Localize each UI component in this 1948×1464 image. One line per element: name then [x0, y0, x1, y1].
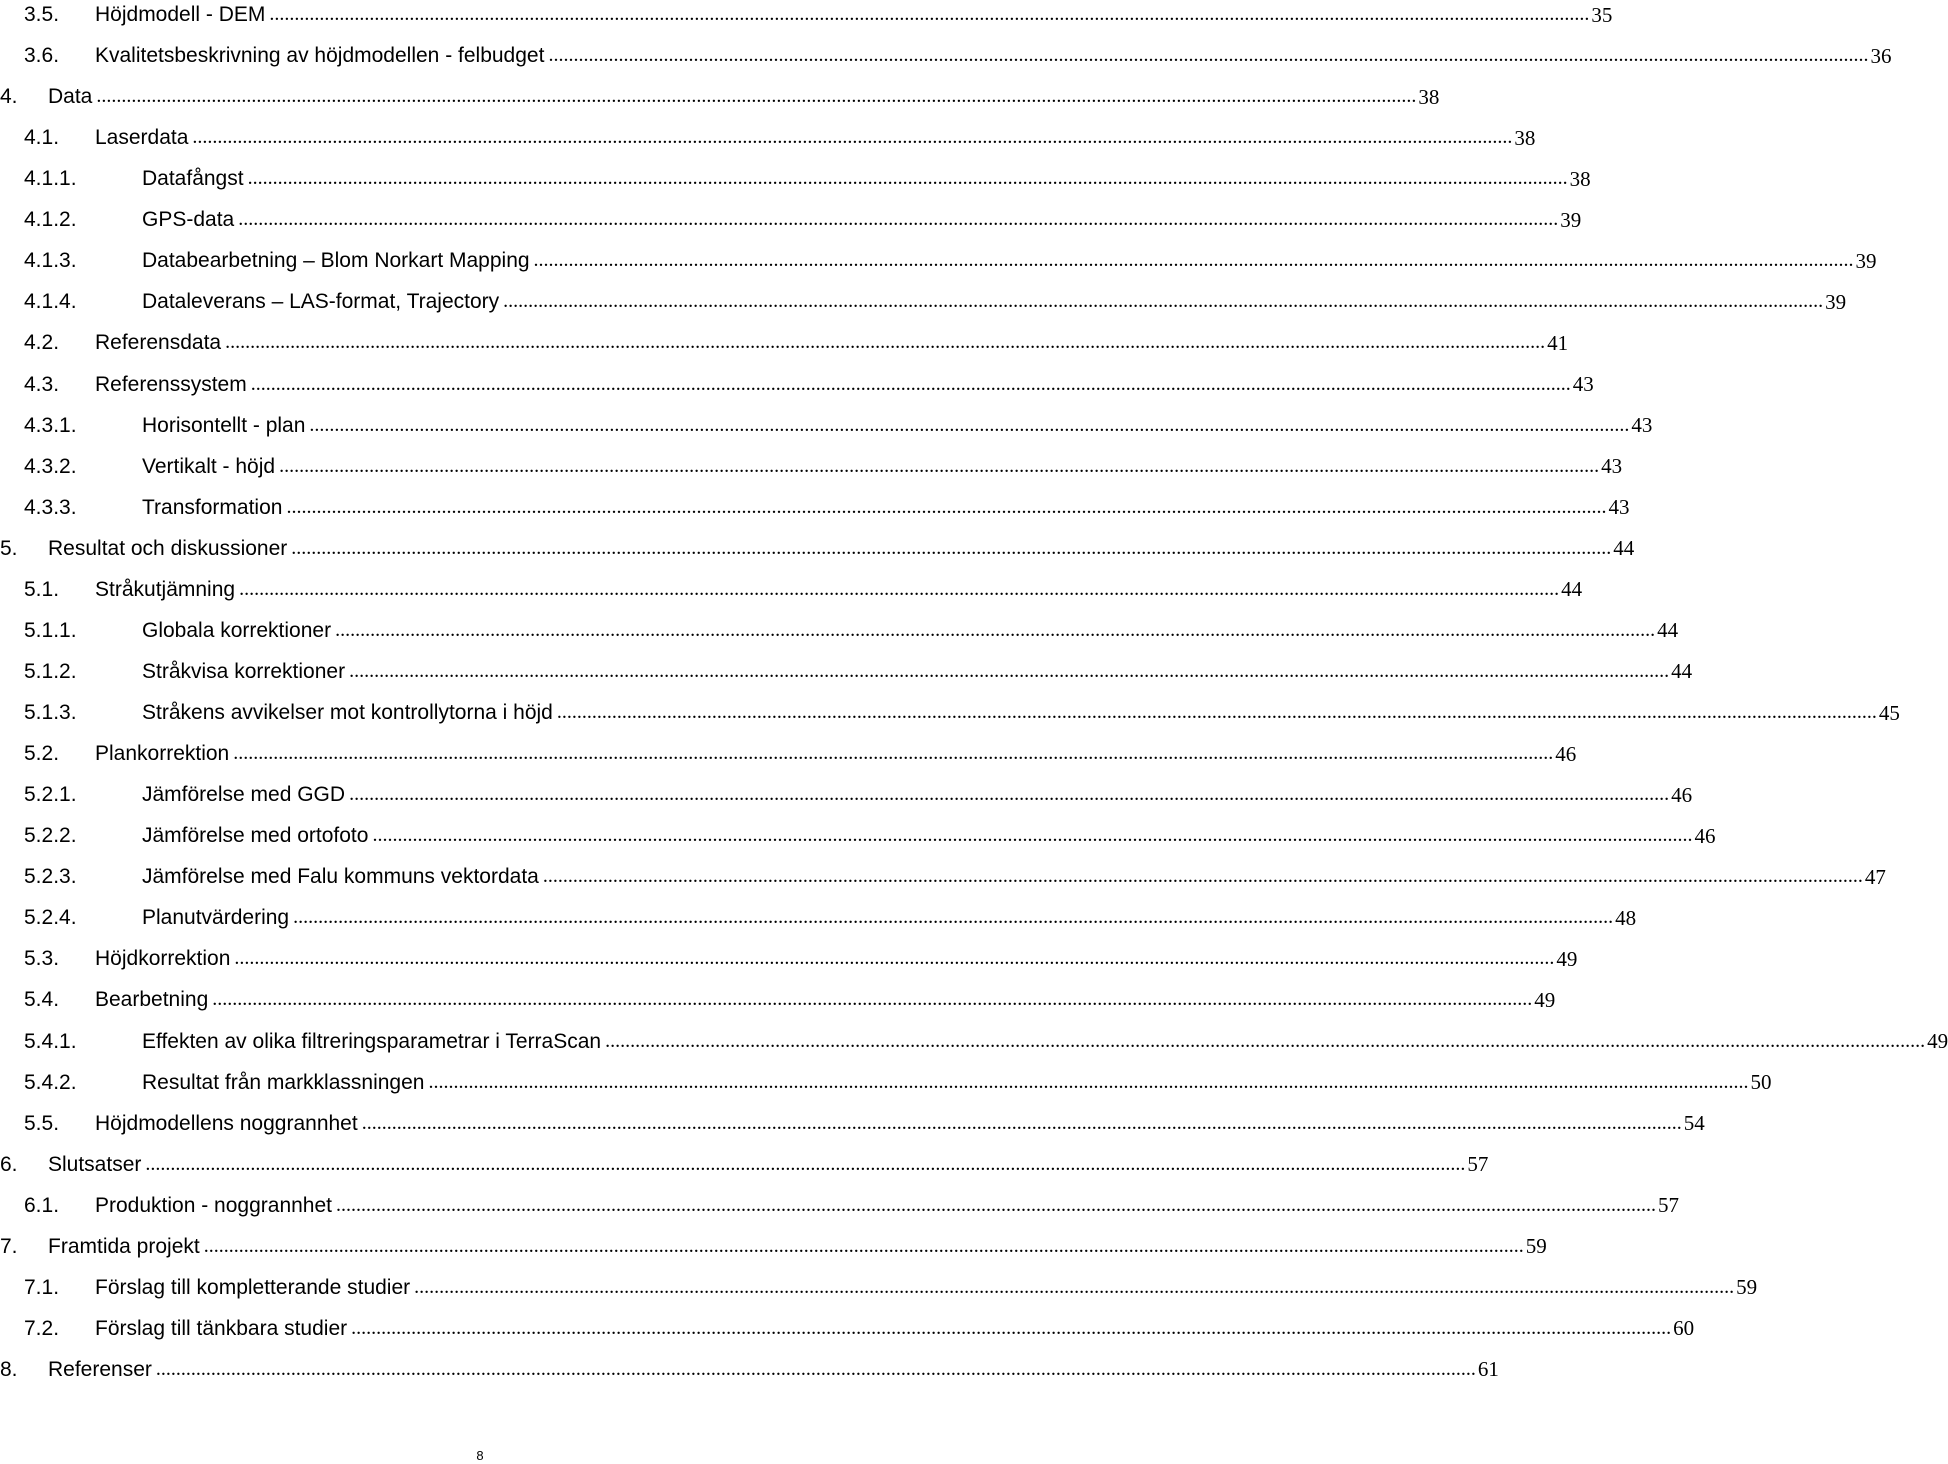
toc-entry-title: Höjdmodell - DEM — [95, 3, 266, 26]
toc-entry-title: Referensdata — [95, 331, 222, 355]
toc-dot-leader — [225, 330, 1545, 354]
toc-entry[interactable] — [0, 861, 1886, 893]
toc-entry-title: Stråkutjämning — [95, 577, 236, 601]
toc-entry-page: 45 — [1878, 700, 1900, 725]
toc-dot-leader — [248, 166, 1568, 190]
toc-entry-page: 59 — [1736, 1275, 1758, 1300]
toc-entry[interactable] — [0, 820, 1716, 852]
toc-entry-title: Produktion - noggrannhet — [95, 1193, 332, 1217]
toc-entry[interactable] — [0, 492, 1630, 524]
toc-entry-page: 49 — [1534, 987, 1556, 1012]
page-number: 8 — [476, 1448, 484, 1463]
toc-dot-leader — [503, 289, 1823, 313]
toc-dot-leader — [543, 864, 1863, 888]
toc-entry-page: 43 — [1572, 372, 1594, 397]
toc-entry-page: 38 — [1418, 84, 1440, 109]
toc-entry-page: 43 — [1608, 495, 1630, 520]
toc-entry-number: 3.6. — [24, 44, 60, 68]
toc-entry-number: 5.1. — [24, 577, 60, 601]
toc-entry[interactable] — [0, 1190, 1679, 1222]
toc-entry-number: 4.3. — [24, 372, 60, 396]
toc-entry-number: 7.1. — [24, 1275, 60, 1299]
toc-entry-number: 5.2.3. — [24, 865, 77, 889]
toc-entry-number: 5.2.1. — [24, 783, 77, 807]
toc-entry-title: Stråkvisa korrektioner — [142, 659, 346, 683]
toc-dot-leader — [145, 1152, 1465, 1176]
toc-dot-leader — [349, 659, 1669, 683]
toc-dot-leader — [192, 125, 1512, 149]
toc-entry[interactable] — [0, 81, 1440, 113]
toc-dot-leader — [605, 1029, 1925, 1053]
toc-entry-title: Höjdkorrektion — [95, 947, 231, 971]
toc-entry-title: Effekten av olika filtreringsparametrar i TerraScan — [142, 1029, 602, 1053]
toc-entry-page: 46 — [1671, 782, 1693, 807]
toc-entry-page: 49 — [1556, 946, 1578, 971]
toc-entry[interactable] — [0, 656, 1693, 688]
toc-entry[interactable] — [0, 902, 1637, 934]
toc-entry-number: 5.4.2. — [24, 1070, 77, 1094]
toc-dot-leader — [234, 946, 1554, 970]
toc-entry[interactable] — [0, 451, 1623, 483]
toc-entry-number: 4.3.1. — [24, 413, 77, 437]
toc-entry-page: 46 — [1555, 741, 1577, 766]
toc-dot-leader — [349, 782, 1669, 806]
toc-entry-page: 44 — [1613, 536, 1635, 561]
toc-entry-title: Resultat från markklassningen — [142, 1070, 425, 1094]
toc-entry[interactable] — [0, 574, 1583, 606]
toc-dot-leader — [233, 741, 1553, 765]
toc-entry[interactable] — [0, 1149, 1489, 1181]
toc-dot-leader — [293, 905, 1613, 929]
toc-entry[interactable] — [0, 738, 1577, 770]
toc-dot-leader — [557, 700, 1877, 724]
toc-entry-title: Kvalitetsbeskrivning av höjdmodellen - felbudget — [95, 44, 545, 68]
toc-entry-title: Jämförelse med ortofoto — [142, 824, 369, 848]
toc-dot-leader — [428, 1070, 1748, 1094]
toc-entry-number: 6. — [0, 1152, 18, 1176]
toc-dot-leader — [534, 248, 1854, 272]
toc-entry-number: 5.4.1. — [24, 1029, 77, 1053]
toc-entry-page: 41 — [1547, 330, 1569, 355]
toc-entry-title: Bearbetning — [95, 988, 209, 1012]
toc-entry-page: 57 — [1467, 1152, 1489, 1177]
toc-entry-number: 5.1.1. — [24, 618, 77, 642]
toc-entry-number: 7. — [0, 1234, 18, 1258]
toc-entry-title: Data — [48, 85, 93, 109]
toc-entry-number: 3.5. — [24, 3, 60, 26]
toc-entry-page: 50 — [1750, 1070, 1772, 1095]
toc-entry[interactable] — [0, 1272, 1758, 1304]
toc-dot-leader — [362, 1111, 1682, 1135]
toc-entry[interactable] — [0, 615, 1679, 647]
toc-entry-title: Förslag till kompletterande studier — [95, 1275, 411, 1299]
toc-entry-number: 7.2. — [24, 1316, 60, 1340]
toc-entry-page: 59 — [1525, 1234, 1547, 1259]
toc-entry-page: 47 — [1864, 864, 1886, 889]
toc-entry-page: 35 — [1591, 2, 1613, 27]
toc-entry-number: 4.3.3. — [24, 495, 77, 519]
toc-entry-page: 38 — [1569, 166, 1591, 191]
toc-entry-number: 5.4. — [24, 988, 60, 1012]
toc-entry-number: 4.3.2. — [24, 454, 77, 478]
toc-entry[interactable] — [0, 369, 1594, 401]
toc-entry-page: 44 — [1671, 659, 1693, 684]
toc-entry-number: 8. — [0, 1357, 18, 1381]
toc-entry[interactable] — [0, 533, 1635, 565]
toc-entry-page: 39 — [1825, 289, 1847, 314]
toc-entry-page: 44 — [1561, 577, 1583, 602]
toc-entry-number: 5.2.2. — [24, 824, 77, 848]
toc-entry-number: 5.3. — [24, 947, 60, 971]
toc-entry-title: Referenser — [48, 1357, 152, 1381]
toc-entry-title: Höjdmodellens noggrannhet — [95, 1111, 358, 1135]
toc-entry-title: Horisontellt - plan — [142, 413, 306, 437]
toc-entry[interactable] — [0, 0, 1613, 31]
toc-entry-number: 5.1.2. — [24, 659, 77, 683]
toc-dot-leader — [309, 413, 1629, 437]
toc-entry-title: Resultat och diskussioner — [48, 536, 288, 560]
toc-entry[interactable] — [0, 697, 1900, 729]
toc-entry-title: Datafångst — [142, 167, 244, 191]
toc-dot-leader — [336, 1193, 1656, 1217]
toc-entry[interactable] — [0, 327, 1569, 359]
toc-entry-title: Stråkens avvikelser mot kontrollytorna i höjd — [142, 701, 553, 725]
toc-entry-title: Framtida projekt — [48, 1234, 200, 1258]
toc-entry-number: 5.5. — [24, 1111, 60, 1135]
toc-dot-leader — [269, 2, 1589, 26]
toc-entry[interactable] — [0, 1231, 1547, 1263]
toc-entry-page: 44 — [1657, 618, 1679, 643]
toc-entry-title: Planutvärdering — [142, 906, 290, 930]
toc-entry-number: 6.1. — [24, 1193, 60, 1217]
toc-entry-page: 48 — [1615, 905, 1637, 930]
toc-entry[interactable] — [0, 984, 1556, 1016]
toc-entry-number: 4. — [0, 85, 18, 109]
toc-dot-leader — [239, 577, 1559, 601]
toc-entry[interactable] — [0, 1026, 1948, 1058]
toc-entry-number: 5.2. — [24, 742, 60, 766]
toc-entry-title: Plankorrektion — [95, 742, 230, 766]
toc-entry-page: 43 — [1601, 454, 1623, 479]
toc-entry-page: 61 — [1477, 1357, 1499, 1382]
toc-entry-page: 57 — [1658, 1193, 1679, 1218]
toc-entry-page: 39 — [1855, 248, 1877, 273]
toc-entry-page: 36 — [1870, 43, 1892, 68]
toc-entry-number: 4.1. — [24, 126, 60, 150]
toc-entry[interactable] — [0, 1313, 1695, 1345]
toc-entry-title: Databearbetning – Blom Norkart Mapping — [142, 249, 530, 273]
toc-entry[interactable] — [0, 122, 1536, 154]
toc-dot-leader — [414, 1275, 1734, 1299]
toc-dot-leader — [96, 84, 1416, 108]
toc-dot-leader — [251, 372, 1571, 396]
toc-entry-number: 5. — [0, 536, 18, 560]
toc-entry[interactable] — [0, 1354, 1499, 1386]
toc-entry-title: Transformation — [142, 495, 283, 519]
toc-entry-title: Referenssystem — [95, 372, 247, 396]
toc-entry-title: Dataleverans – LAS-format, Trajectory — [142, 290, 500, 314]
toc-entry-number: 5.2.4. — [24, 906, 77, 930]
toc-entry-title: Laserdata — [95, 126, 189, 150]
toc-dot-leader — [291, 536, 1611, 560]
toc-entry-number: 4.1.2. — [24, 208, 77, 232]
toc-entry[interactable] — [0, 40, 1892, 72]
toc-entry[interactable] — [0, 1067, 1772, 1099]
toc-dot-leader — [212, 987, 1532, 1011]
toc-entry-page: 39 — [1560, 207, 1582, 232]
toc-dot-leader — [286, 495, 1606, 519]
toc-entry-title: Vertikalt - höjd — [142, 454, 276, 478]
toc-entry-page: 54 — [1683, 1111, 1705, 1136]
toc-dot-leader — [238, 207, 1558, 231]
toc-entry[interactable] — [0, 163, 1591, 195]
toc-dot-leader — [335, 618, 1655, 642]
toc-entry[interactable] — [0, 779, 1693, 811]
toc-entry-number: 4.1.3. — [24, 249, 77, 273]
toc-entry-title: Globala korrektioner — [142, 618, 332, 642]
toc-entry[interactable] — [0, 204, 1582, 236]
toc-entry-title: Jämförelse med GGD — [142, 783, 346, 807]
toc-entry-title: Slutsatser — [48, 1152, 142, 1176]
toc-entry-number: 5.1.3. — [24, 701, 77, 725]
toc-entry-page: 46 — [1694, 823, 1716, 848]
toc-entry-page: 38 — [1514, 125, 1536, 150]
toc-entry[interactable] — [0, 943, 1578, 975]
toc-entry-page: 43 — [1631, 413, 1653, 438]
toc-entry-page: 49 — [1927, 1029, 1948, 1053]
toc-dot-leader — [204, 1234, 1524, 1258]
toc-entry-title: GPS-data — [142, 208, 235, 232]
toc-dot-leader — [351, 1316, 1671, 1340]
toc-entry[interactable] — [0, 245, 1877, 277]
toc-entry[interactable] — [0, 1108, 1705, 1140]
toc-entry-page: 60 — [1673, 1316, 1695, 1341]
toc-entry[interactable] — [0, 410, 1653, 442]
toc-entry-title: Jämförelse med Falu kommuns vektordata — [142, 865, 539, 889]
toc-dot-leader — [548, 43, 1868, 67]
toc-entry-title: Förslag till tänkbara studier — [95, 1316, 348, 1340]
toc-entry[interactable] — [0, 286, 1847, 318]
toc-entry-number: 4.2. — [24, 331, 60, 355]
toc-dot-leader — [156, 1357, 1476, 1381]
toc-dot-leader — [372, 823, 1692, 847]
toc-entry-number: 4.1.4. — [24, 290, 77, 314]
toc-entry-number: 4.1.1. — [24, 167, 77, 191]
toc-dot-leader — [279, 454, 1599, 478]
